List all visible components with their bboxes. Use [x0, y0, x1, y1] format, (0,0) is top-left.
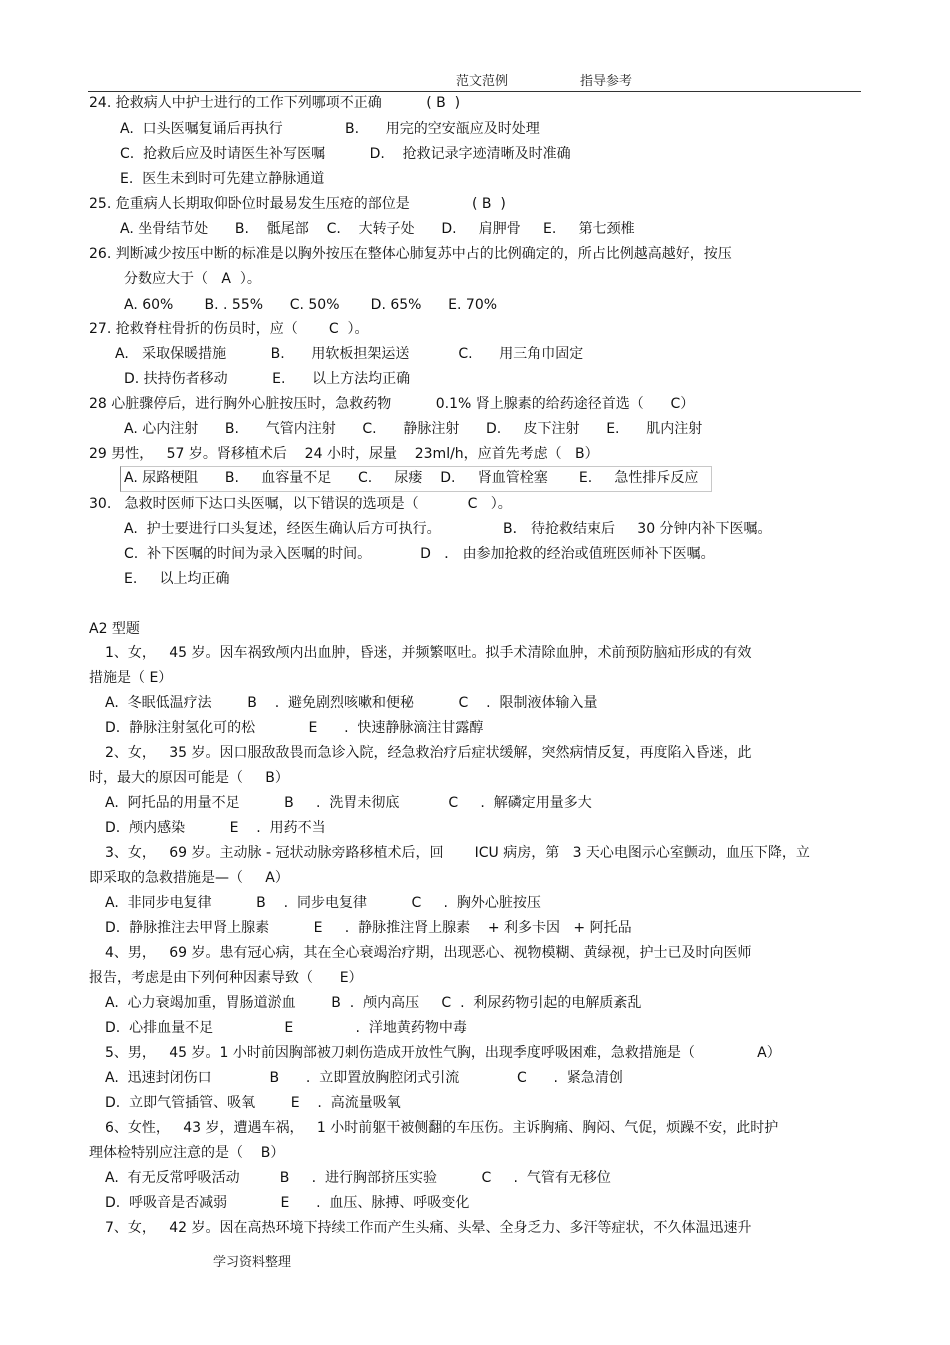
q24-options-cd: C. 抢救后应及时请医生补写医嘱 D. 抢救记录字迹清晰及时准确 [120, 146, 571, 162]
q30-stem: 30. 急救时医师下达口头医嘱，以下错误的选项是（ C ）。 [89, 496, 512, 512]
a2-q3-options-de: D. 静脉推注去甲肾上腺素 E . 静脉推注肾上腺素 + 利多卡因 + 阿托品 [105, 920, 632, 936]
a2-q5-options-de: D. 立即气管插管、吸氧 E . 高流量吸氧 [105, 1095, 401, 1111]
a2-q4-options-de: D. 心排血量不足 E . 洋地黄药物中毒 [105, 1020, 467, 1036]
section-a2-title: A2 型题 [89, 621, 140, 637]
footer-text: 学习资料整理 [213, 1255, 292, 1270]
a2-q5-stem: 5、男， 45 岁。1 小时前因胸部被刀刺伤造成开放性气胸，出现季度呼吸困难，急救措施是（ A） [105, 1045, 781, 1061]
a2-q6-stem-cont: 理体检特别应注意的是（ B） [89, 1145, 285, 1161]
a2-q6-options-de: D. 呼吸音是否减弱 E . 血压、脉搏、呼吸变化 [105, 1195, 470, 1211]
a2-q1-stem-cont: 措施是（ E） [89, 670, 173, 686]
q30-options-cd: C. 补下医嘱的时间为录入医嘱的时间。 D ． 由参加抢救的经治或值班医师补下医嘱。 [124, 546, 715, 562]
q25-options: A. 坐骨结节处 B. 骶尾部 C. 大转子处 D. 肩胛骨 E. 第七颈椎 [120, 221, 635, 237]
a2-q3-stem: 3、女， 69 岁。主动脉 - 冠状动脉旁路移植术后，回 ICU 病房，第 3 天心电图示心室颤动，血压下降，立 [105, 845, 810, 861]
a2-q2-stem-cont: 时，最大的原因可能是（ B） [89, 770, 289, 786]
header-right: 指导参考 [580, 74, 633, 89]
header-left: 范文范例 [456, 74, 509, 89]
q28-options: A. 心内注射 B. 气管内注射 C. 静脉注射 D. 皮下注射 E. 肌内注射 [124, 421, 703, 437]
q28-stem: 28 心脏骤停后，进行胸外心脏按压时，急救药物 0.1% 肾上腺素的给药途径首选（ C） [89, 396, 695, 412]
q29-options: A. 尿路梗阻 B. 血容量不足 C. 尿瘘 D. 肾血管栓塞 E. 急性排斥反应 [124, 470, 699, 486]
a2-q4-options-abc: A. 心力衰竭加重，胃肠道淤血 B . 颅内高压 C . 利尿药物引起的电解质紊乱 [105, 995, 642, 1011]
a2-q1-stem: 1、女， 45 岁。因车祸致颅内出血肿，昏迷，并频繁呕吐。拟手术清除血肿，术前预防脑疝形成的有效 [105, 645, 752, 661]
a2-q1-options-abc: A. 冬眠低温疗法 B . 避免剧烈咳嗽和便秘 C . 限制液体输入量 [105, 695, 598, 711]
a2-q2-options-abc: A. 阿托品的用量不足 B . 洗胃未彻底 C . 解磷定用量多大 [105, 795, 592, 811]
q27-options-de: D. 扶持伤者移动 E. 以上方法均正确 [124, 371, 411, 387]
q26-stem-cont: 分数应大于（ A ）。 [124, 271, 261, 287]
q25-stem: 25. 危重病人长期取仰卧位时最易发生压疮的部位是 ( B ) [89, 196, 506, 212]
q24-options-ab: A. 口头医嘱复诵后再执行 B. 用完的空安瓿应及时处理 [120, 121, 540, 137]
q29-stem: 29 男性， 57 岁。肾移植术后 24 小时，尿量 23ml/h，应首先考虑（ B） [89, 446, 599, 462]
q30-options-ab: A. 护士要进行口头复述，经医生确认后方可执行。 B． 待抢救结束后 30 分钟内补下医嘱。 [124, 521, 772, 537]
a2-q5-options-abc: A. 迅速封闭伤口 B . 立即置放胸腔闭式引流 C . 紧急清创 [105, 1070, 623, 1086]
q24-option-e: E. 医生未到时可先建立静脉通道 [120, 171, 325, 187]
a2-q2-stem: 2、女， 35 岁。因口服敌敌畏而急诊入院，经急救治疗后症状缓解，突然病情反复，再度陷入昏迷，此 [105, 745, 752, 761]
a2-q2-options-de: D. 颅内感染 E . 用药不当 [105, 820, 326, 836]
q26-stem: 26. 判断减少按压中断的标准是以胸外按压在整体心肺复苏中占的比例确定的，所占比例越高越好，按压 [89, 246, 732, 262]
a2-q3-options-abc: A. 非同步电复律 B . 同步电复律 C . 胸外心脏按压 [105, 895, 541, 911]
q30-option-e: E. 以上均正确 [124, 571, 230, 587]
a2-q6-stem: 6、女性， 43 岁，遭遇车祸， 1 小时前躯干被侧翻的车压伤。主诉胸痛、胸闷、气促，烦躁不安，此时护 [105, 1120, 779, 1136]
a2-q3-stem-cont: 即采取的急救措施是—（ A） [89, 870, 289, 886]
a2-q6-options-abc: A. 有无反常呼吸活动 B . 进行胸部挤压实验 C . 气管有无移位 [105, 1170, 611, 1186]
header-rule [88, 91, 861, 92]
q24-stem: 24. 抢救病人中护士进行的工作下列哪项不正确 ( B ) [89, 95, 461, 111]
q27-options-abc: A. 采取保暖措施 B. 用软板担架运送 C. 用三角巾固定 [115, 346, 584, 362]
a2-q1-options-de: D. 静脉注射氢化可的松 E . 快速静脉滴注甘露醇 [105, 720, 484, 736]
a2-q4-stem: 4、男， 69 岁。患有冠心病，其在全心衰竭治疗期，出现恶心、视物模糊、黄绿视，护士已及时向医师 [105, 945, 752, 961]
a2-q7-stem: 7、女， 42 岁。因在高热环境下持续工作而产生头痛、头晕、全身乏力、多汗等症状，不久体温迅速升 [105, 1220, 752, 1236]
q26-options: A. 60% B. . 55% C. 50% D. 65% E. 70% [124, 297, 498, 313]
a2-q4-stem-cont: 报告，考虑是由下列何种因素导致（ E） [89, 970, 363, 986]
q27-stem: 27. 抢救脊柱骨折的伤员时，应（ C ）。 [89, 321, 369, 337]
